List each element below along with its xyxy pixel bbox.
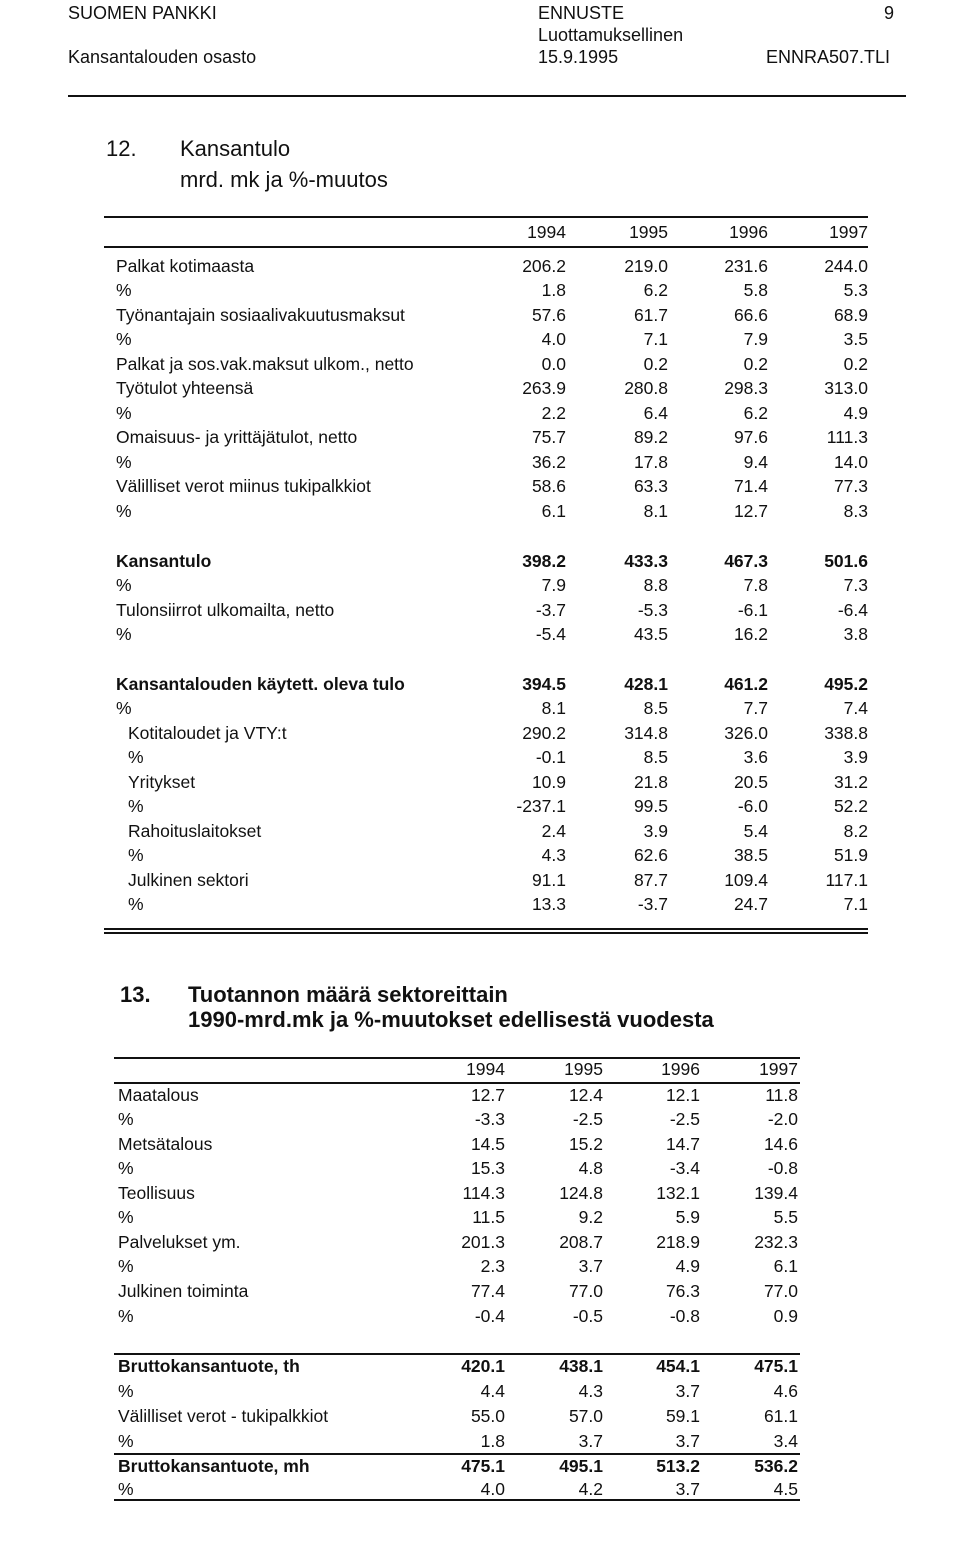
cell-1994: 4.0 <box>541 329 566 349</box>
cell-1994: 394.5 <box>522 674 566 694</box>
cell-1997: 14.0 <box>833 452 868 472</box>
row-label: % <box>116 624 132 644</box>
row-label: % <box>128 845 144 865</box>
cell-1996: 59.1 <box>665 1406 700 1426</box>
cell-1995: 99.5 <box>633 796 668 816</box>
cell-1994: 77.4 <box>470 1281 505 1301</box>
cell-1997: 244.0 <box>824 256 868 276</box>
cell-1995: 3.7 <box>578 1431 603 1451</box>
table1-row <box>0 745 960 769</box>
table1-year-rule <box>104 246 868 248</box>
table1-row <box>0 622 960 646</box>
cell-1997: -6.4 <box>837 600 868 620</box>
table1-number: 12. <box>106 136 137 161</box>
cell-1996: 109.4 <box>724 870 768 890</box>
row-label: Teollisuus <box>118 1183 195 1203</box>
cell-1996: 461.2 <box>724 674 768 694</box>
cell-1994: 14.5 <box>470 1134 505 1154</box>
table1-row <box>0 892 960 916</box>
cell-1995: 21.8 <box>633 772 668 792</box>
cell-1997: 7.3 <box>843 575 868 595</box>
table2-row <box>0 1230 960 1254</box>
row-label: % <box>116 329 132 349</box>
table1-row <box>0 376 960 400</box>
table2-row <box>0 1156 960 1180</box>
cell-1994: 206.2 <box>522 256 566 276</box>
cell-1996: 5.8 <box>743 280 768 300</box>
cell-1995: 4.2 <box>578 1479 603 1499</box>
cell-1997: 14.6 <box>763 1134 798 1154</box>
cell-1994: 398.2 <box>522 551 566 571</box>
row-label: Rahoituslaitokset <box>128 821 262 841</box>
cell-1996: 0.2 <box>743 354 768 374</box>
table1-top-rule <box>104 216 868 218</box>
cell-1996: -2.5 <box>669 1109 700 1129</box>
cell-1994: 1.8 <box>541 280 566 300</box>
cell-1996: 3.7 <box>675 1431 700 1451</box>
cell-1996: 97.6 <box>733 427 768 447</box>
table1-row <box>0 401 960 425</box>
cell-1995: 6.4 <box>643 403 668 423</box>
cell-1997: 68.9 <box>833 305 868 325</box>
row-label: % <box>118 1207 134 1227</box>
cell-1995: 8.1 <box>643 501 668 521</box>
cell-1996: 7.9 <box>743 329 768 349</box>
cell-1995: -3.7 <box>637 894 668 914</box>
cell-1997: 139.4 <box>754 1183 798 1203</box>
cell-1997: 8.3 <box>843 501 868 521</box>
table1-row <box>0 278 960 302</box>
row-label: % <box>118 1109 134 1129</box>
cell-1995: 7.1 <box>643 329 668 349</box>
table1-row <box>0 352 960 376</box>
table2-row <box>0 1354 960 1378</box>
cell-1994: 36.2 <box>531 452 566 472</box>
cell-1997: 5.3 <box>843 280 868 300</box>
table1-row <box>0 499 960 523</box>
table1-year-1996: 1996 <box>729 222 768 242</box>
cell-1997: 313.0 <box>824 378 868 398</box>
table1-row <box>0 598 960 622</box>
table2-total-rule <box>114 1453 800 1455</box>
cell-1994: 2.2 <box>541 403 566 423</box>
cell-1996: 326.0 <box>724 723 768 743</box>
cell-1995: 77.0 <box>568 1281 603 1301</box>
row-label: Yritykset <box>128 772 196 792</box>
table2-row <box>0 1454 960 1478</box>
row-label: Julkinen sektori <box>128 870 249 890</box>
cell-1994: 1.8 <box>480 1431 505 1451</box>
cell-1995: 428.1 <box>624 674 668 694</box>
table2-row <box>0 1254 960 1278</box>
table2-bottom-rule <box>114 1499 800 1501</box>
cell-1997: 536.2 <box>754 1456 798 1476</box>
row-label: Metsätalous <box>118 1134 213 1154</box>
cell-1996: 38.5 <box>733 845 768 865</box>
cell-1995: 438.1 <box>559 1356 603 1376</box>
table2-row <box>0 1107 960 1131</box>
cell-1995: 3.9 <box>643 821 668 841</box>
row-label: Kansantulo <box>116 551 212 571</box>
cell-1995: 57.0 <box>568 1406 603 1426</box>
table1-row <box>0 770 960 794</box>
cell-1996: 467.3 <box>724 551 768 571</box>
cell-1997: 61.1 <box>763 1406 798 1426</box>
cell-1995: 17.8 <box>633 452 668 472</box>
cell-1997: -0.8 <box>767 1158 798 1178</box>
cell-1997: 3.9 <box>843 747 868 767</box>
cell-1996: 4.9 <box>675 1256 700 1276</box>
cell-1994: 0.0 <box>541 354 566 374</box>
cell-1995: 12.4 <box>568 1085 603 1105</box>
cell-1996: -6.0 <box>737 796 768 816</box>
cell-1994: 58.6 <box>531 476 566 496</box>
cell-1997: -2.0 <box>767 1109 798 1129</box>
cell-1997: 52.2 <box>833 796 868 816</box>
cell-1995: 0.2 <box>643 354 668 374</box>
cell-1994: 4.4 <box>480 1381 505 1401</box>
cell-1997: 4.5 <box>773 1479 798 1499</box>
table2-row <box>0 1379 960 1403</box>
cell-1994: 201.3 <box>461 1232 505 1252</box>
table2-section-rule <box>114 1353 800 1355</box>
cell-1994: 114.3 <box>462 1183 505 1203</box>
table1-subtitle: mrd. mk ja %-muutos <box>180 167 388 192</box>
cell-1995: -5.3 <box>637 600 668 620</box>
cell-1996: 454.1 <box>656 1356 700 1376</box>
cell-1997: 6.1 <box>773 1256 798 1276</box>
cell-1995: 15.2 <box>568 1134 603 1154</box>
doc-date: 15.9.1995 <box>538 47 619 67</box>
cell-1995: 208.7 <box>559 1232 603 1252</box>
row-label: Maatalous <box>118 1085 199 1105</box>
row-label: % <box>118 1479 134 1499</box>
cell-1997: 475.1 <box>754 1356 798 1376</box>
cell-1995: 63.3 <box>633 476 668 496</box>
cell-1996: 66.6 <box>733 305 768 325</box>
cell-1997: 338.8 <box>824 723 868 743</box>
cell-1994: 57.6 <box>531 305 566 325</box>
row-label: Tulonsiirrot ulkomailta, netto <box>116 600 335 620</box>
row-label: % <box>118 1158 134 1178</box>
table1-row <box>0 672 960 696</box>
row-label: % <box>128 747 144 767</box>
row-label: Bruttokansantuote, mh <box>118 1456 310 1476</box>
table1-row <box>0 450 960 474</box>
header-rule <box>68 95 906 97</box>
table1-row <box>0 474 960 498</box>
cell-1995: 8.8 <box>643 575 668 595</box>
table1-row <box>0 425 960 449</box>
row-label: % <box>128 894 144 914</box>
cell-1995: 219.0 <box>624 256 668 276</box>
cell-1994: 2.4 <box>541 821 566 841</box>
table1-row <box>0 327 960 351</box>
cell-1994: 2.3 <box>480 1256 505 1276</box>
cell-1996: 6.2 <box>743 403 768 423</box>
cell-1994: 420.1 <box>461 1356 505 1376</box>
table1-row <box>0 303 960 327</box>
cell-1997: 7.1 <box>843 894 868 914</box>
row-label: Työnantajain sosiaalivakuutusmaksut <box>116 305 405 325</box>
cell-1996: 7.8 <box>743 575 768 595</box>
cell-1996: 76.3 <box>665 1281 700 1301</box>
row-label: % <box>118 1306 134 1326</box>
table1-row <box>0 573 960 597</box>
table1-row <box>0 819 960 843</box>
cell-1994: 11.5 <box>472 1207 505 1227</box>
cell-1994: 4.3 <box>541 845 566 865</box>
cell-1997: 31.2 <box>833 772 868 792</box>
row-label: Kotitaloudet ja VTY:t <box>128 723 287 743</box>
table2-title: Tuotannon määrä sektoreittain <box>188 982 508 1007</box>
cell-1997: 5.5 <box>773 1207 798 1227</box>
row-label: % <box>116 280 132 300</box>
cell-1995: 4.8 <box>578 1158 603 1178</box>
row-label: Palvelukset ym. <box>118 1232 241 1252</box>
cell-1995: 9.2 <box>578 1207 603 1227</box>
table2-year-1996: 1996 <box>661 1059 700 1079</box>
cell-1996: 3.7 <box>675 1479 700 1499</box>
row-label: % <box>118 1256 134 1276</box>
cell-1994: 8.1 <box>541 698 566 718</box>
cell-1997: 111.3 <box>826 427 868 447</box>
table2-row <box>0 1132 960 1156</box>
cell-1995: 87.7 <box>633 870 668 890</box>
cell-1996: 71.4 <box>733 476 768 496</box>
cell-1994: -237.1 <box>516 796 566 816</box>
table2-number: 13. <box>120 982 151 1007</box>
row-label: % <box>118 1431 134 1451</box>
table1-row <box>0 843 960 867</box>
cell-1997: 4.6 <box>773 1381 798 1401</box>
cell-1994: 290.2 <box>522 723 566 743</box>
cell-1996: 20.5 <box>733 772 768 792</box>
cell-1996: 7.7 <box>743 698 768 718</box>
table2-year-1994: 1994 <box>466 1059 505 1079</box>
cell-1997: 3.4 <box>773 1431 798 1451</box>
cell-1996: 14.7 <box>665 1134 700 1154</box>
cell-1994: 10.9 <box>531 772 566 792</box>
cell-1996: 16.2 <box>733 624 768 644</box>
row-label: Julkinen toiminta <box>118 1281 249 1301</box>
row-label: % <box>116 403 132 423</box>
cell-1994: 13.3 <box>531 894 566 914</box>
cell-1994: -0.4 <box>474 1306 505 1326</box>
cell-1996: 3.7 <box>675 1381 700 1401</box>
cell-1997: 0.2 <box>843 354 868 374</box>
cell-1994: 7.9 <box>541 575 566 595</box>
table1-row <box>0 696 960 720</box>
table2-row <box>0 1279 960 1303</box>
cell-1997: 3.5 <box>843 329 868 349</box>
table2-row <box>0 1083 960 1107</box>
cell-1994: 15.3 <box>470 1158 505 1178</box>
cell-1994: 55.0 <box>470 1406 505 1426</box>
cell-1994: 6.1 <box>541 501 566 521</box>
cell-1995: 61.7 <box>633 305 668 325</box>
table2-row <box>0 1181 960 1205</box>
table1-year-1997: 1997 <box>829 222 868 242</box>
cell-1997: 232.3 <box>754 1232 798 1252</box>
cell-1995: 495.1 <box>559 1456 603 1476</box>
cell-1995: 8.5 <box>643 698 668 718</box>
cell-1994: 4.0 <box>480 1479 505 1499</box>
department: Kansantalouden osasto <box>68 47 257 67</box>
cell-1995: 4.3 <box>578 1381 603 1401</box>
cell-1997: 0.9 <box>773 1306 798 1326</box>
cell-1996: 9.4 <box>743 452 768 472</box>
cell-1997: 3.8 <box>843 624 868 644</box>
table1-year-1994: 1994 <box>527 222 566 242</box>
row-label: % <box>116 698 132 718</box>
cell-1997: 495.2 <box>824 674 868 694</box>
row-label: % <box>116 575 132 595</box>
cell-1995: 8.5 <box>643 747 668 767</box>
cell-1994: 263.9 <box>522 378 566 398</box>
cell-1996: 5.9 <box>675 1207 700 1227</box>
cell-1994: 75.7 <box>531 427 566 447</box>
cell-1995: 433.3 <box>624 551 668 571</box>
cell-1995: 6.2 <box>643 280 668 300</box>
cell-1997: 117.1 <box>825 870 868 890</box>
cell-1997: 77.3 <box>833 476 868 496</box>
cell-1996: 231.6 <box>724 256 768 276</box>
table1-row <box>0 794 960 818</box>
table1-row <box>0 721 960 745</box>
row-label: % <box>128 796 144 816</box>
file-name: ENNRA507.TLI <box>766 47 891 67</box>
cell-1994: 12.7 <box>470 1085 505 1105</box>
table1-row <box>0 254 960 278</box>
row-label: Omaisuus- ja yrittäjätulot, netto <box>116 427 358 447</box>
cell-1997: 4.9 <box>843 403 868 423</box>
table2-row <box>0 1404 960 1428</box>
cell-1995: 43.5 <box>633 624 668 644</box>
table1-bottom-rule-2 <box>104 932 868 934</box>
cell-1996: -6.1 <box>737 600 768 620</box>
cell-1996: 132.1 <box>656 1183 700 1203</box>
table1-row <box>0 868 960 892</box>
table1-row <box>0 549 960 573</box>
cell-1996: 513.2 <box>656 1456 700 1476</box>
row-label: % <box>118 1381 134 1401</box>
cell-1997: 51.9 <box>833 845 868 865</box>
table2-subtitle: 1990-mrd.mk ja %-muutokset edellisestä vuodesta <box>188 1007 714 1032</box>
cell-1994: -0.1 <box>535 747 566 767</box>
cell-1995: 62.6 <box>633 845 668 865</box>
cell-1995: 280.8 <box>624 378 668 398</box>
cell-1996: 218.9 <box>656 1232 700 1252</box>
cell-1996: 12.1 <box>665 1085 700 1105</box>
cell-1996: 5.4 <box>743 821 768 841</box>
cell-1994: -3.3 <box>474 1109 505 1129</box>
row-label: Palkat kotimaasta <box>116 256 255 276</box>
row-label: Bruttokansantuote, th <box>118 1356 300 1376</box>
row-label: Välilliset verot miinus tukipalkkiot <box>116 476 371 496</box>
row-label: Palkat ja sos.vak.maksut ulkom., netto <box>116 354 414 374</box>
row-label: % <box>116 452 132 472</box>
table2-year-1997: 1997 <box>759 1059 798 1079</box>
cell-1995: -2.5 <box>572 1109 603 1129</box>
org-name: SUOMEN PANKKI <box>68 3 217 23</box>
doc-type: ENNUSTE <box>538 3 625 23</box>
cell-1996: 24.7 <box>733 894 768 914</box>
row-label: Työtulot yhteensä <box>116 378 254 398</box>
cell-1996: 298.3 <box>724 378 768 398</box>
cell-1994: 475.1 <box>461 1456 505 1476</box>
table1-year-1995: 1995 <box>629 222 668 242</box>
cell-1997: 77.0 <box>763 1281 798 1301</box>
cell-1994: -5.4 <box>535 624 566 644</box>
table2-year-1995: 1995 <box>564 1059 603 1079</box>
cell-1997: 501.6 <box>824 551 868 571</box>
cell-1996: 12.7 <box>733 501 768 521</box>
cell-1997: 11.8 <box>765 1085 798 1105</box>
page-number: 9 <box>884 3 895 23</box>
cell-1997: 7.4 <box>843 698 868 718</box>
row-label: % <box>116 501 132 521</box>
table1-bottom-rule-1 <box>104 928 868 930</box>
cell-1996: 3.6 <box>743 747 768 767</box>
confidentiality: Luottamuksellinen <box>538 25 684 45</box>
table2-row <box>0 1429 960 1453</box>
cell-1996: -0.8 <box>669 1306 700 1326</box>
cell-1997: 8.2 <box>843 821 868 841</box>
table2-row <box>0 1477 960 1501</box>
table1-title: Kansantulo <box>180 136 291 161</box>
cell-1995: 3.7 <box>578 1256 603 1276</box>
row-label: Kansantalouden käytett. oleva tulo <box>116 674 405 694</box>
cell-1995: 314.8 <box>624 723 668 743</box>
cell-1994: 91.1 <box>531 870 566 890</box>
cell-1995: 89.2 <box>633 427 668 447</box>
table2-row <box>0 1205 960 1229</box>
cell-1994: -3.7 <box>535 600 566 620</box>
cell-1995: -0.5 <box>572 1306 603 1326</box>
cell-1995: 124.8 <box>559 1183 603 1203</box>
cell-1996: -3.4 <box>669 1158 700 1178</box>
row-label: Välilliset verot - tukipalkkiot <box>118 1406 329 1426</box>
table2-row <box>0 1304 960 1328</box>
